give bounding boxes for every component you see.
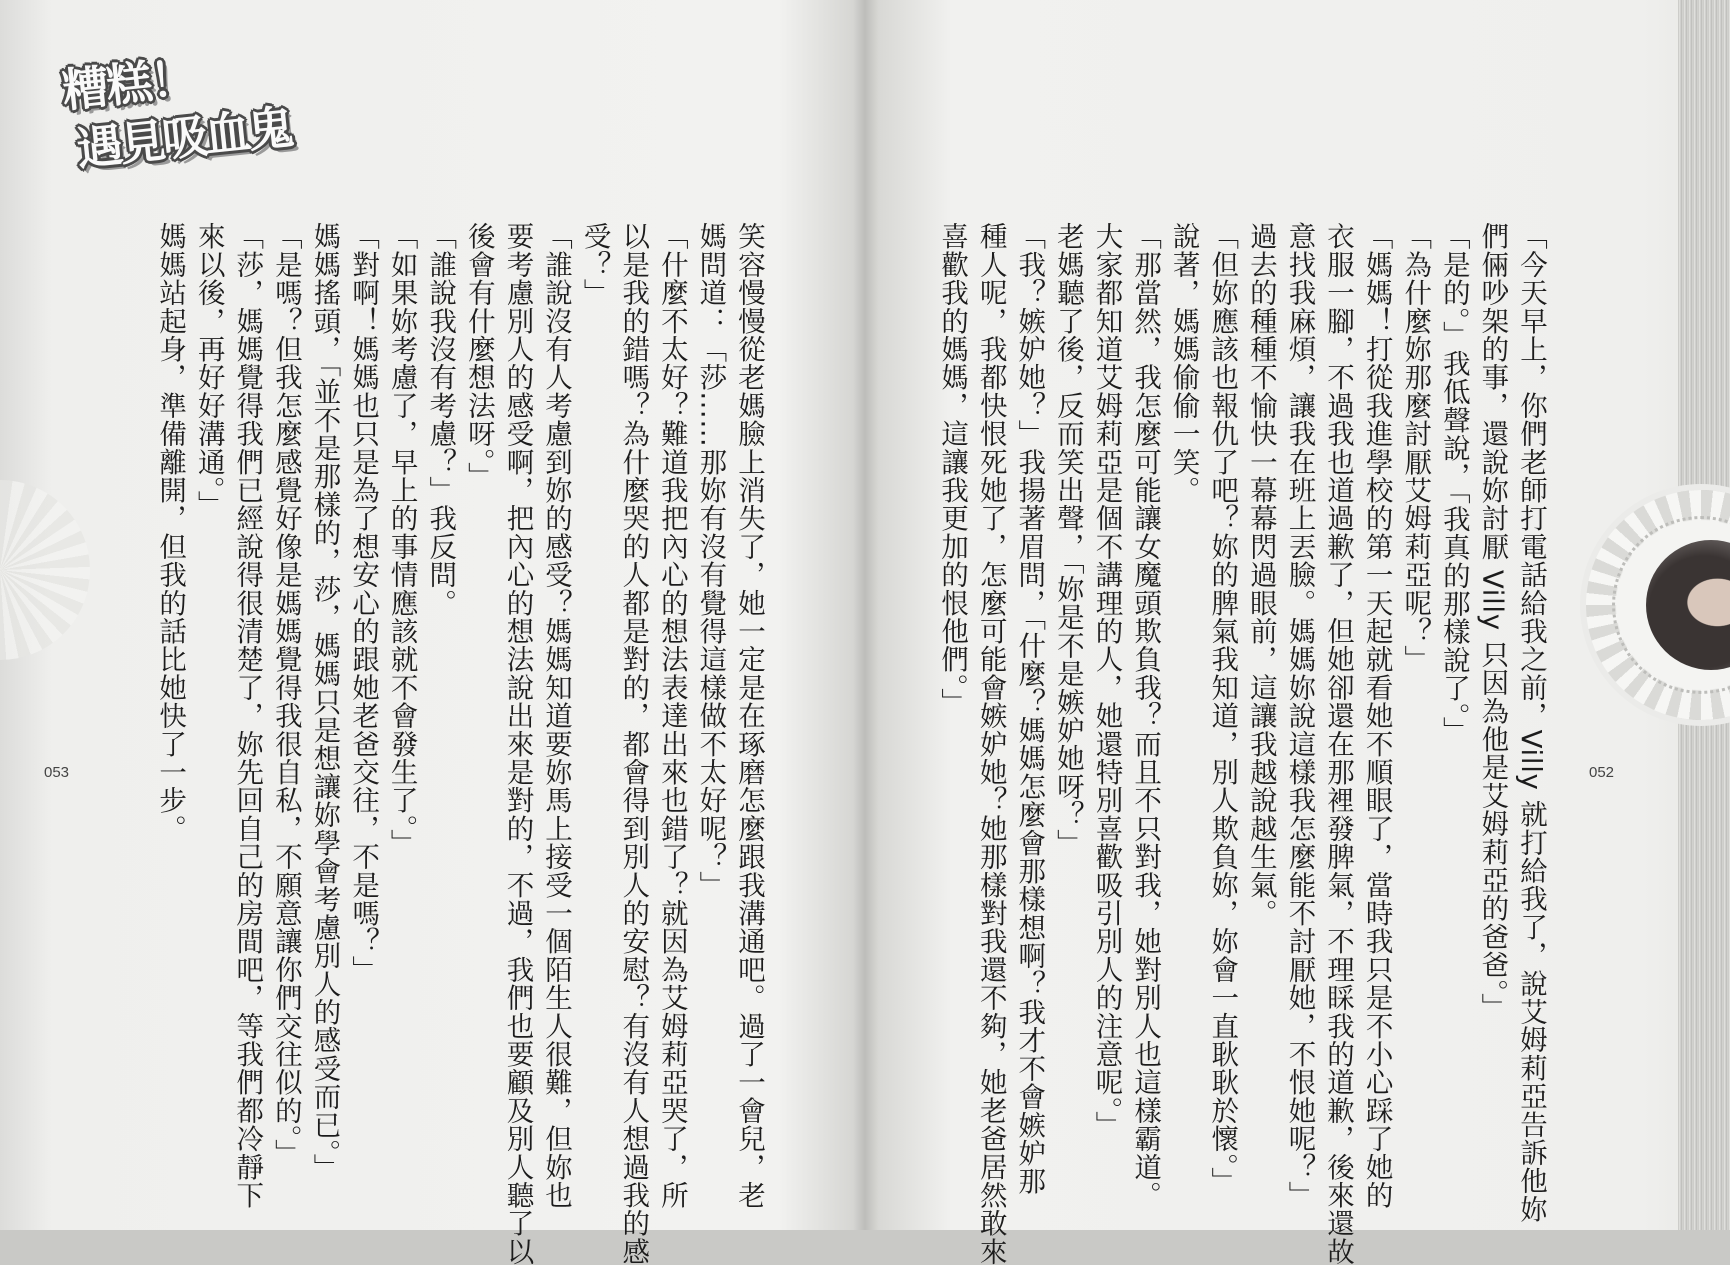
text-line: 「是嗎？但我怎麼感覺好像是媽媽覺得我很自私，不願意讓你們交往似的。」 [269, 222, 302, 1168]
text-line: 媽問道：「莎……那妳有沒有覺得這樣做不太好呢？」 [694, 222, 727, 899]
text-line: 們倆吵架的事，還說妳討厭 Villy 只因為他是艾姆莉亞的爸爸。」 [1476, 222, 1509, 1022]
right-page [856, 0, 1678, 1265]
text-line: 意找我麻煩，讓我在班上丟臉。媽媽妳說這樣我怎麼能不討厭她，不恨她呢？」 [1283, 222, 1316, 1209]
text-line: 說著，媽媽偷偷一笑。 [1167, 222, 1200, 504]
text-line: 「今天早上，你們老師打電話給我之前，Villy 就打給我了，說艾姆莉亞告訴他妳 [1515, 222, 1547, 1223]
text-line: 「什麼不太好？難道我把內心的想法表達出來也錯了？就因為艾姆莉亞哭了，所 [655, 222, 688, 1209]
text-line: 喜歡我的媽媽，這讓我更加的恨他們。」 [936, 222, 969, 716]
text-line: 過去的種種不愉快一幕幕閃過眼前，這讓我越說越生氣。 [1244, 222, 1277, 927]
text-line: 衣服一腳，不過我也道過歉了，但她卻還在那裡發脾氣，不理睬我的道歉，後來還故 [1322, 222, 1355, 1265]
text-line: 「那當然，我怎麼可能讓女魔頭欺負我？而且不只對我，她對別人也這樣霸道。 [1129, 222, 1162, 1209]
text-line: 笑容慢慢從老媽臉上消失了，她一定是在琢磨怎麼跟我溝通吧。過了一會兒，老 [733, 222, 765, 1209]
text-line: 媽媽搖頭，「並不是那樣的，莎，媽媽只是想讓妳學會考慮別人的感受而已。」 [308, 222, 341, 1182]
logo-line-2: 遇見吸血鬼 [74, 99, 294, 177]
text-line: 「媽媽！打從我進學校的第一天起就看她不順眼了，當時我只是不小心踩了她的 [1360, 222, 1393, 1209]
left-page [0, 0, 856, 1265]
text-line: 老媽聽了後，反而笑出聲，「妳是不是嫉妒她呀？」 [1051, 222, 1084, 857]
series-logo [58, 38, 298, 177]
text-line: 「為什麼妳那麼討厭艾姆莉亞呢？」 [1399, 222, 1432, 674]
right-page-text [900, 222, 1550, 1265]
text-line: 來以後，再好好溝通。」 [192, 222, 225, 519]
text-line: 「我？嫉妒她？」我揚著眉問，「什麼？媽媽怎麼會那樣想啊？我才不會嫉妒那 [1013, 222, 1046, 1196]
text-line: 「如果妳考慮了，早上的事情應該就不會發生了。」 [385, 222, 418, 857]
text-line: 媽媽站起身，準備離開，但我的話比她快了一步。 [154, 222, 187, 843]
text-line: 大家都知道艾姆莉亞是個不講理的人，她還特別喜歡吸引別人的注意呢。」 [1090, 222, 1123, 1139]
text-line: 受？」 [578, 222, 611, 307]
text-line: 「對啊！媽媽也只是為了想安心的跟她老爸交往，不是嗎？」 [347, 222, 380, 984]
text-line: 以是我的錯嗎？為什麼哭的人都是對的，都會得到別人的安慰？有沒有人想過我的感 [617, 222, 650, 1265]
text-line: 「誰說我沒有考慮？」我反問。 [424, 222, 457, 617]
page-number-right: 052 [1589, 764, 1615, 781]
page-number-left: 053 [44, 764, 70, 781]
text-line: 「是的。」我低聲說，「我真的那樣說了。」 [1437, 222, 1470, 745]
text-line: 種人呢，我都快恨死她了，怎麼可能會嫉妒她？她那樣對我還不夠，她老爸居然敢來 [974, 222, 1007, 1265]
text-line: 「誰說沒有人考慮到妳的感受？媽媽知道要妳馬上接受一個陌生人很難，但妳也 [540, 222, 573, 1209]
lace-decoration-left [0, 480, 90, 660]
show-through-logo [1393, 58, 1619, 163]
text-line: 「莎，媽媽覺得我們已經說得很清楚了，妳先回自己的房間吧，等我們都冷靜下 [231, 222, 264, 1209]
text-line: 要考慮別人的感受啊，把內心的想法說出來是對的，不過，我們也要顧及別人聽了以 [501, 222, 534, 1265]
left-page-text [154, 222, 768, 1265]
text-line: 後會有什麼想法呀。」 [462, 222, 495, 491]
logo-line-1: 糟糕！ [59, 50, 197, 118]
text-line: 「但妳應該也報仇了吧？妳的脾氣我知道，別人欺負妳，妳會一直耿耿於懷。」 [1206, 222, 1239, 1196]
